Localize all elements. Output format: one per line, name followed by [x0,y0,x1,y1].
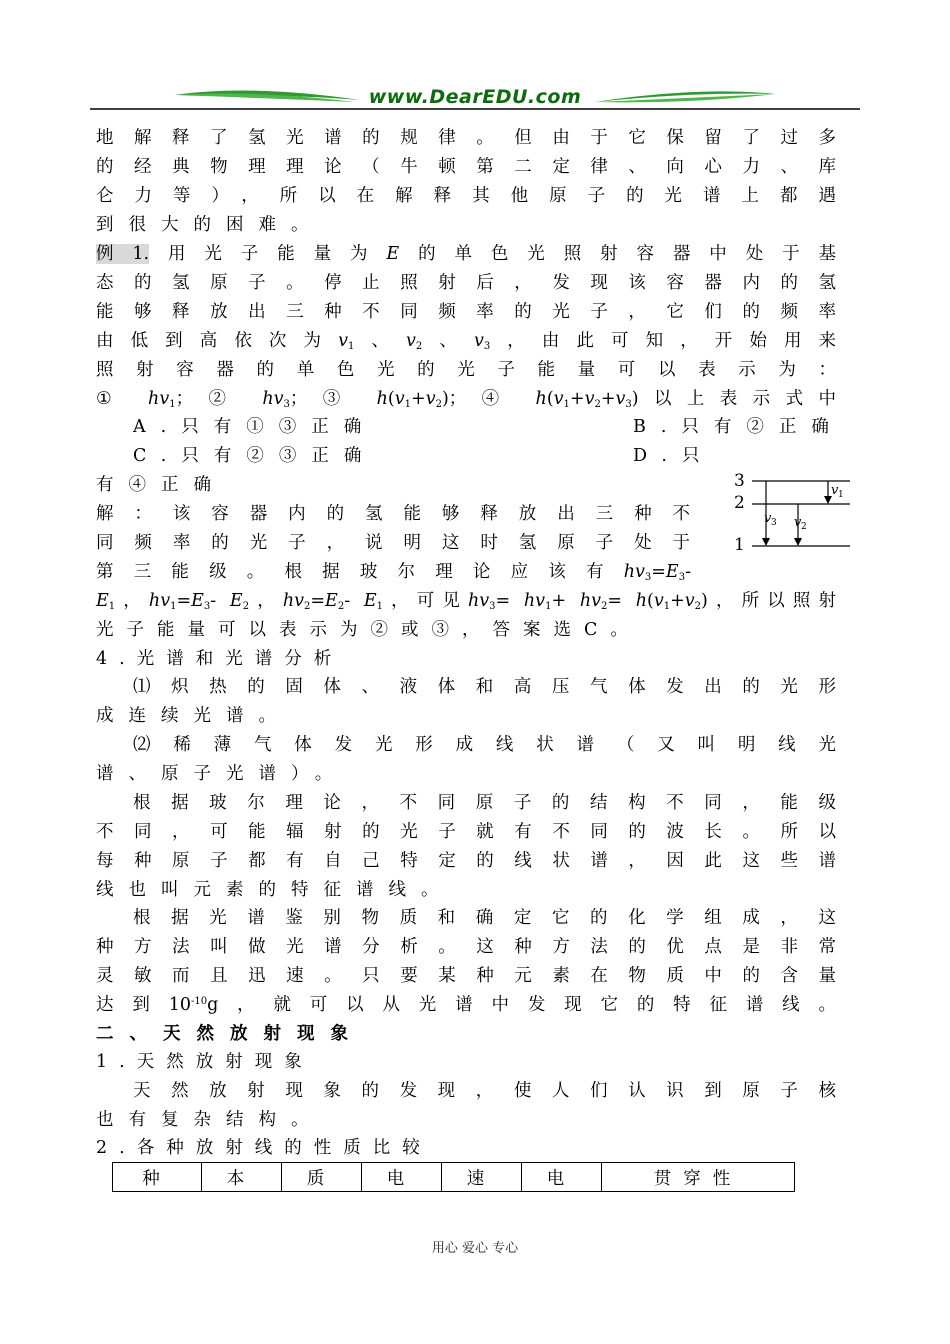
table-row [113,1163,795,1192]
option-a: A.只有①③正确 [133,417,377,437]
text-line: 谱、原子光谱）。 [96,764,348,784]
text-line: 的经典物理理论（牛顿第二定律、向心力、库 [96,157,836,177]
option-d: D.只 [633,446,715,466]
text-line: 成连续光谱。 [96,706,291,726]
text-line: ⑵稀薄气体发光形成线状谱（又叫明线光 [133,735,836,755]
example-line: 态的氢原子。停止照射后，发现该容器内的氢 [96,273,836,293]
svg-text:v: v [794,515,802,530]
svg-text:3: 3 [771,518,777,528]
table-header-cell: 贯穿性 [602,1163,795,1192]
level-label-2: 2 [734,493,745,513]
section-title: 4.光谱和光谱分析 [96,649,344,669]
header-logo [90,78,860,112]
text-line: ⑴炽热的固体、液体和高压气体发出的光形 [133,677,836,697]
page-footer: 用心 爱心 专心 [431,1241,519,1256]
svg-text:2: 2 [801,522,807,532]
option-d-cont: 有④正确 [96,475,226,495]
svg-text:v: v [764,511,772,526]
site-name: www.DearEDU.com [368,86,582,108]
text-line: 也有复杂结构。 [96,1110,324,1130]
text-line: 种方法叫做光谱分析。这种方法的优点是非常 [96,937,836,957]
text-line: 到很大的困难。 [96,215,324,235]
text-line: 地解释了氢光谱的规律。但由于它保留了过多 [96,128,836,148]
svg-text:v: v [831,483,839,498]
solution-formula-line: $E_1$，$hv_1=E_3-$ $E_2$，$hv_2=E_2-$ $E_1$，可见$hv_3= hv_1+ hv_2= h(v_1+v_2)$，所以照射 [96,591,837,612]
table-header-cell: 速 [442,1163,522,1192]
text-line: 根据光谱鉴别物质和确定它的化学组成，这 [133,908,836,928]
example-label: 例1. [96,244,150,264]
table-header-cell: 质 [282,1163,362,1192]
example-formula-line: ① $hv_1$；② $hv_3$；③ $h(v_1+v_2)$；④ $h(v_1+v_2+v_3)$以上表示式中 [96,389,836,410]
level-label-3: 3 [734,471,745,491]
svg-text:1: 1 [838,490,844,500]
solution-line: 第三能级。根据玻尔理论应该有$hv_3=E_3-$ [96,562,691,583]
text-line: 不同，可能辐射的光子就有不同的波长。所以 [96,822,836,842]
text-line: 线也叫元素的特征谱线。 [96,880,454,900]
level-label-1: 1 [734,535,745,555]
text-line: 天然放射现象的发现，使人们认识到原子核 [133,1081,836,1101]
table-header-cell: 电 [522,1163,602,1192]
solution-line: 解：该容器内的氢能够释放出三种不 [96,504,690,524]
subsection-title: 1.天然放射现象 [96,1052,314,1072]
text-line: 达到$10^{-10}g$，就可以从光谱中发现它的特征谱线。 [96,995,837,1015]
radiation-comparison-table [112,1162,795,1192]
option-c: C.只有②③正确 [133,446,377,466]
example-line: 能够释放出三种不同频率的光子，它们的频率 [96,302,836,322]
option-b: B.只有②正确 [633,417,844,437]
example-line: 照射容器的单色光的光子能量可以表示为： [96,360,836,380]
example-line: 由低到高依次为$v_1$、$v_2$、$v_3$，由此可知，开始用来 [96,331,837,352]
section-heading: 二、天然放射现象 [96,1024,364,1044]
text-line: 根据玻尔理论，不同原子的结构不同，能级 [133,793,836,813]
energy-level-diagram [728,466,858,556]
table-header-cell: 种 [113,1163,202,1192]
subsection-title: 2.各种放射线的性质比较 [96,1138,432,1158]
text-line: 灵敏而且迅速。只要某种元素在物质中的含量 [96,966,836,986]
solution-line: 光子能量可以表示为②或③，答案选C。 [96,620,641,640]
solution-line: 同频率的光子，说明这时氢原子处于 [96,533,690,553]
text-line: 每种原子都有自己特定的线状谱，因此这些谱 [96,851,836,871]
example-line: 例1.用光子能量为E的单色光照射容器中处于基 [96,244,837,264]
text-line: 仑力等），所以在解释其他原子的光谱上都遇 [96,186,836,206]
table-header-cell: 本 [202,1163,282,1192]
table-header-cell: 电 [362,1163,442,1192]
